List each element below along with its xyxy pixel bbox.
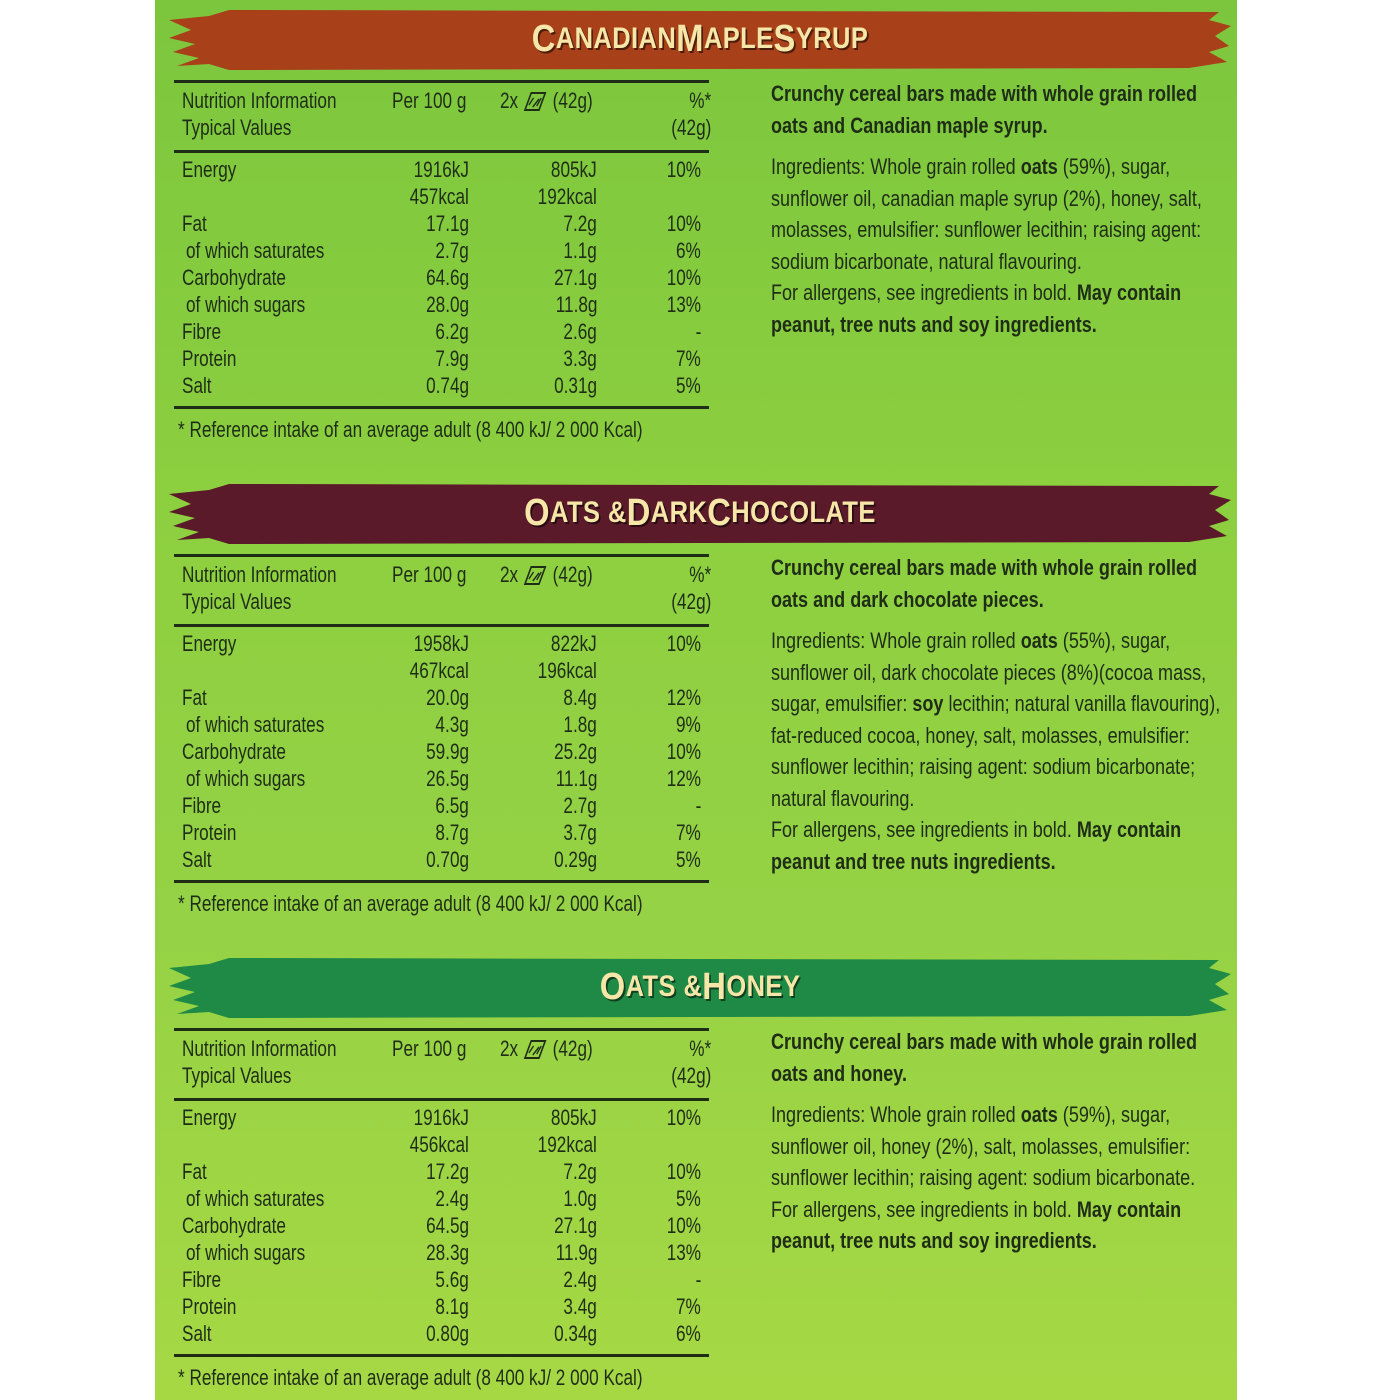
row-per-100g: 59.9g (426, 739, 469, 764)
row-reference-intake: 10% (666, 1105, 701, 1130)
row-reference-intake: 5% (676, 373, 701, 398)
table-row (174, 738, 709, 765)
header-per-100g: Per 100 g (392, 562, 467, 587)
row-per-serving: 11.8g (555, 292, 597, 317)
row-label: Protein (182, 346, 237, 371)
header-typical-values: Typical Values (182, 589, 292, 614)
row-per-serving: 196kcal (537, 658, 597, 683)
header-percent-sub: (42g) (670, 115, 711, 140)
table-row (174, 237, 709, 264)
cereal-bar-icon (523, 1038, 548, 1062)
row-label: Fat (182, 211, 207, 236)
allergen-bold: oats (1020, 628, 1058, 653)
row-per-100g: 20.0g (426, 685, 469, 710)
row-label: Fibre (182, 793, 222, 818)
serving-suffix: (42g) (552, 562, 593, 587)
row-reference-intake: 10% (666, 265, 701, 290)
table-header-rule (174, 624, 709, 627)
table-row (174, 1104, 709, 1131)
row-per-100g: 7.9g (435, 346, 469, 371)
table-row (174, 657, 709, 684)
row-per-serving: 3.4g (563, 1294, 597, 1319)
product-title: O ATS & D ARK C HOCOLATE (524, 491, 876, 534)
row-reference-intake: 13% (666, 1240, 701, 1265)
row-per-serving: 3.3g (563, 346, 597, 371)
header-percent-sub: (42g) (670, 589, 711, 614)
row-per-100g: 5.6g (435, 1267, 469, 1292)
row-reference-intake: 10% (666, 739, 701, 764)
serving-suffix: (42g) (552, 1036, 593, 1061)
row-label: of which sugars (186, 1240, 306, 1265)
row-per-100g: 1916kJ (413, 157, 469, 182)
table-header-rule (174, 150, 709, 153)
row-reference-intake: - (695, 793, 701, 818)
serving-prefix: 2x (500, 88, 519, 113)
table-footnote: * Reference intake of an average adult (8 400 kJ/ 2 000 Kcal) (178, 891, 643, 916)
product-description: Crunchy cereal bars made with whole grain rolled oats and honey. (771, 1029, 1198, 1086)
row-label: Carbohydrate (182, 739, 286, 764)
table-top-rule (174, 80, 709, 83)
row-label: of which sugars (186, 292, 306, 317)
table-row (174, 765, 709, 792)
table-row (174, 684, 709, 711)
row-per-serving: 2.6g (563, 319, 597, 344)
row-per-serving: 0.31g (554, 373, 597, 398)
product-info (771, 78, 1231, 340)
row-per-100g: 6.5g (435, 793, 469, 818)
table-row (174, 210, 709, 237)
row-per-serving: 11.1g (555, 766, 597, 791)
row-reference-intake: 6% (676, 1321, 701, 1346)
row-per-serving: 7.2g (563, 1159, 597, 1184)
header-serving (500, 1035, 593, 1062)
row-per-100g: 457kcal (409, 184, 469, 209)
row-label: of which saturates (186, 712, 325, 737)
row-per-100g: 2.4g (435, 1186, 469, 1211)
product-banner (169, 480, 1231, 546)
table-row (174, 183, 709, 210)
table-row (174, 792, 709, 819)
product-title: C ANADIAN M APLE S YRUP (531, 17, 869, 60)
row-per-100g: 1958kJ (413, 631, 469, 656)
row-label: of which saturates (186, 238, 325, 263)
header-typical-values: Typical Values (182, 1063, 292, 1088)
table-bottom-rule (174, 1354, 709, 1357)
table-top-rule (174, 554, 709, 557)
product-title: O ATS & H ONEY (599, 965, 801, 1008)
row-reference-intake: 12% (666, 685, 701, 710)
table-row (174, 372, 709, 399)
row-per-100g: 17.2g (426, 1159, 469, 1184)
product-description: Crunchy cereal bars made with whole grain rolled oats and dark chocolate pieces. (771, 555, 1198, 612)
row-label: Energy (182, 157, 237, 182)
table-row (174, 1131, 709, 1158)
row-label: Protein (182, 1294, 237, 1319)
row-reference-intake: 9% (676, 712, 701, 737)
product-info (771, 1026, 1231, 1257)
table-row (174, 264, 709, 291)
table-header (174, 87, 709, 147)
row-per-serving: 192kcal (537, 184, 597, 209)
table-row (174, 345, 709, 372)
row-per-100g: 26.5g (426, 766, 469, 791)
row-label: Fibre (182, 1267, 222, 1292)
allergen-bold: oats (1020, 1102, 1058, 1127)
row-per-100g: 28.3g (426, 1240, 469, 1265)
row-label: Carbohydrate (182, 265, 286, 290)
table-row (174, 1185, 709, 1212)
allergen-advice: For allergens, see ingredients in bold. May contain peanut, tree nuts and soy ingredients. (771, 1196, 1182, 1253)
header-per-100g: Per 100 g (392, 1036, 467, 1061)
table-row (174, 1212, 709, 1239)
table-row (174, 318, 709, 345)
table-row (174, 630, 709, 657)
row-label: Fibre (182, 319, 222, 344)
row-per-100g: 64.6g (426, 265, 469, 290)
header-percent-sub: (42g) (670, 1063, 711, 1088)
row-reference-intake: 10% (666, 631, 701, 656)
table-bottom-rule (174, 406, 709, 409)
row-label: of which saturates (186, 1186, 325, 1211)
row-reference-intake: - (695, 1267, 701, 1292)
row-per-serving: 1.8g (563, 712, 597, 737)
allergen-advice: For allergens, see ingredients in bold. May contain peanut and tree nuts ingredients. (771, 817, 1182, 874)
header-percent: %* (689, 1036, 711, 1061)
header-nutrition-information: Nutrition Information (182, 562, 337, 587)
allergen-advice: For allergens, see ingredients in bold. May contain peanut, tree nuts and soy ingredients. (771, 280, 1182, 337)
row-label: Energy (182, 1105, 237, 1130)
row-per-serving: 25.2g (554, 739, 597, 764)
row-label: of which sugars (186, 766, 306, 791)
header-nutrition-information: Nutrition Information (182, 88, 337, 113)
product-section-dark-chocolate (155, 474, 1237, 944)
row-per-serving: 1.1g (563, 238, 597, 263)
product-info (771, 552, 1231, 877)
row-reference-intake: 10% (666, 211, 701, 236)
row-label: Carbohydrate (182, 1213, 286, 1238)
row-per-100g: 467kcal (409, 658, 469, 683)
row-per-serving: 805kJ (551, 1105, 597, 1130)
row-per-100g: 0.74g (426, 373, 469, 398)
row-label: Energy (182, 631, 237, 656)
nutrition-panel (155, 0, 1237, 1400)
serving-suffix: (42g) (552, 88, 593, 113)
product-banner (169, 6, 1231, 72)
row-per-serving: 27.1g (554, 1213, 597, 1238)
header-percent: %* (689, 562, 711, 587)
row-label: Salt (182, 847, 212, 872)
row-reference-intake: 7% (676, 820, 701, 845)
row-reference-intake: 6% (676, 238, 701, 263)
row-reference-intake: 7% (676, 346, 701, 371)
row-reference-intake: 13% (666, 292, 701, 317)
table-row (174, 291, 709, 318)
row-per-100g: 8.1g (435, 1294, 469, 1319)
header-percent: %* (689, 88, 711, 113)
row-per-serving: 27.1g (554, 265, 597, 290)
row-per-serving: 2.4g (563, 1267, 597, 1292)
table-row (174, 1239, 709, 1266)
allergen-bold: soy (912, 691, 944, 716)
table-footnote: * Reference intake of an average adult (8 400 kJ/ 2 000 Kcal) (178, 417, 643, 442)
row-per-100g: 2.7g (435, 238, 469, 263)
header-typical-values: Typical Values (182, 115, 292, 140)
ingredients-text: Ingredients: Whole grain rolled oats (59%), sugar, sunflower oil, honey (2%), salt, molasses, emulsifier: sunflower lecithin; raising agent: sodium bicarbonate. (771, 1102, 1196, 1190)
table-row (174, 1320, 709, 1347)
row-per-100g: 0.70g (426, 847, 469, 872)
row-per-serving: 0.34g (554, 1321, 597, 1346)
header-nutrition-information: Nutrition Information (182, 1036, 337, 1061)
ingredients-text: Ingredients: Whole grain rolled oats (55%), sugar, sunflower oil, dark chocolate pieces (8%)(cocoa mass, sugar, emulsifier: soy lecithin; natural vanilla flavouring), fat-reduced cocoa, honey, salt, molasses, emulsifier: sunflower lecithin; raising agent: sodium bicarbonate; natural flavouring. (771, 628, 1221, 811)
header-serving (500, 561, 593, 588)
product-description: Crunchy cereal bars made with whole grain rolled oats and Canadian maple syrup. (771, 81, 1198, 138)
row-per-100g: 8.7g (435, 820, 469, 845)
row-per-100g: 17.1g (426, 211, 469, 236)
row-reference-intake: - (695, 319, 701, 344)
row-per-serving: 0.29g (554, 847, 597, 872)
row-per-100g: 0.80g (426, 1321, 469, 1346)
table-header (174, 561, 709, 621)
row-reference-intake: 7% (676, 1294, 701, 1319)
row-per-100g: 1916kJ (413, 1105, 469, 1130)
table-row (174, 1293, 709, 1320)
header-per-100g: Per 100 g (392, 88, 467, 113)
table-row (174, 819, 709, 846)
table-row (174, 1158, 709, 1185)
product-section-honey (155, 948, 1237, 1400)
row-label: Salt (182, 373, 212, 398)
table-row (174, 1266, 709, 1293)
row-reference-intake: 10% (666, 157, 701, 182)
row-per-serving: 1.0g (563, 1186, 597, 1211)
row-reference-intake: 10% (666, 1213, 701, 1238)
product-section-maple (155, 0, 1237, 470)
header-serving (500, 87, 593, 114)
row-per-100g: 64.5g (426, 1213, 469, 1238)
row-per-serving: 7.2g (563, 211, 597, 236)
table-header-rule (174, 1098, 709, 1101)
row-per-100g: 6.2g (435, 319, 469, 344)
row-label: Fat (182, 685, 207, 710)
row-label: Protein (182, 820, 237, 845)
row-per-serving: 3.7g (563, 820, 597, 845)
serving-prefix: 2x (500, 562, 519, 587)
row-per-serving: 192kcal (537, 1132, 597, 1157)
table-footnote: * Reference intake of an average adult (8 400 kJ/ 2 000 Kcal) (178, 1365, 643, 1390)
table-header (174, 1035, 709, 1095)
row-per-serving: 2.7g (563, 793, 597, 818)
serving-prefix: 2x (500, 1036, 519, 1061)
row-per-serving: 805kJ (551, 157, 597, 182)
cereal-bar-icon (523, 90, 548, 114)
row-per-serving: 822kJ (551, 631, 597, 656)
table-row (174, 711, 709, 738)
row-label: Fat (182, 1159, 207, 1184)
table-row (174, 846, 709, 873)
row-per-100g: 4.3g (435, 712, 469, 737)
row-per-serving: 8.4g (563, 685, 597, 710)
row-reference-intake: 12% (666, 766, 701, 791)
table-row (174, 156, 709, 183)
row-reference-intake: 5% (676, 1186, 701, 1211)
table-top-rule (174, 1028, 709, 1031)
ingredients-text: Ingredients: Whole grain rolled oats (59%), sugar, sunflower oil, canadian maple syrup (2%), honey, salt, molasses, emulsifier: sunflower lecithin; raising agent: sodium bicarbonate, natural flavouring. (771, 154, 1202, 274)
row-per-serving: 11.9g (555, 1240, 597, 1265)
row-per-100g: 456kcal (409, 1132, 469, 1157)
allergen-bold: oats (1020, 154, 1058, 179)
row-reference-intake: 10% (666, 1159, 701, 1184)
cereal-bar-icon (523, 564, 548, 588)
row-reference-intake: 5% (676, 847, 701, 872)
row-label: Salt (182, 1321, 212, 1346)
product-banner (169, 954, 1231, 1020)
table-bottom-rule (174, 880, 709, 883)
row-per-100g: 28.0g (426, 292, 469, 317)
